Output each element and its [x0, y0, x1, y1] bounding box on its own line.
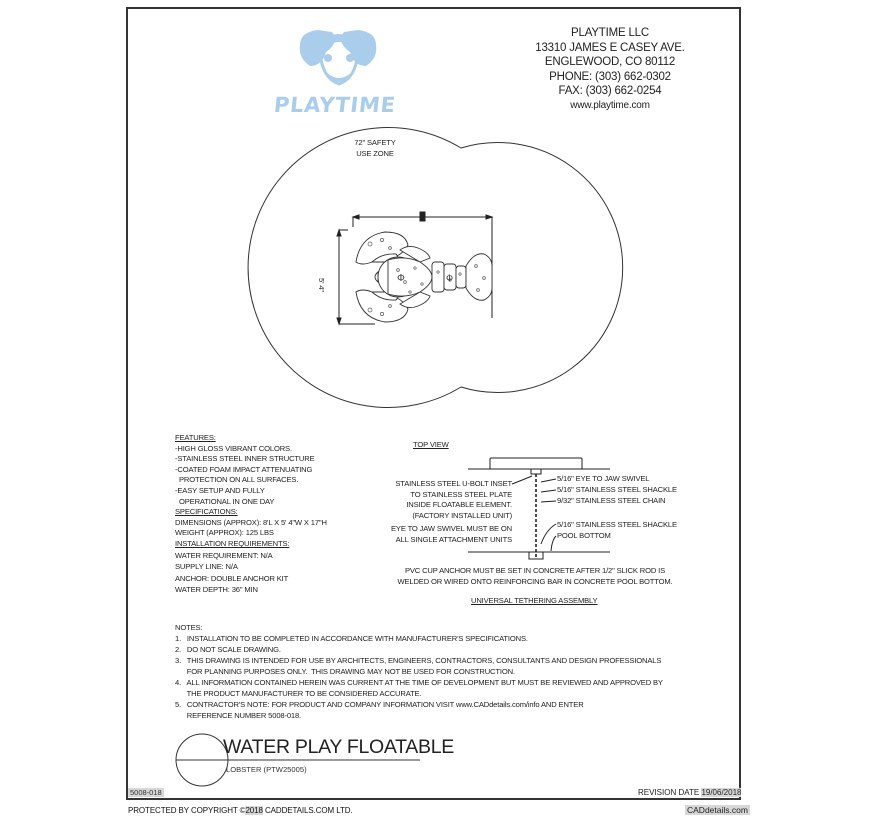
caddetails-watermark-link[interactable]: CADdetails.com	[687, 805, 748, 815]
features-heading: FEATURES:	[175, 433, 216, 442]
tethering-caption: UNIVERSAL TETHERING ASSEMBLY	[471, 596, 598, 605]
tethering-note-line-1: PVC CUP ANCHOR MUST BE SET IN CONCRETE AFTER 1/2" SLICK ROD IS	[404, 566, 666, 575]
copyright-notice	[128, 806, 353, 815]
copyright-prefix: PROTECTED BY COPYRIGHT ©	[128, 806, 246, 815]
tether-label: EYE TO JAW SWIVEL MUST BE ON	[391, 524, 512, 534]
safety-zone-label	[340, 138, 410, 159]
tethering-note	[380, 566, 690, 587]
feature-item: OPERATIONAL IN ONE DAY	[179, 496, 275, 506]
copyright-suffix: CADDETAILS.COM LTD.	[262, 806, 353, 815]
drawing-title: WATER PLAY FLOATABLE	[223, 736, 454, 758]
tether-right-label-chain: 9/32" STAINLESS STEEL CHAIN	[557, 496, 666, 505]
note-line: FOR PLANNING PURPOSES ONLY. THIS DRAWING MAY NOT BE USED FOR CONSTRUCTION.	[175, 667, 515, 676]
company-info	[520, 26, 700, 114]
note-line: 2. DO NOT SCALE DRAWING.	[175, 645, 281, 654]
safety-zone-label-line-2: USE ZONE	[356, 148, 394, 158]
tether-label: TO STAINLESS STEEL PLATE	[410, 489, 512, 499]
tether-label: ALL SINGLE ATTACHMENT UNITS	[395, 534, 512, 544]
revision-date-block	[638, 788, 741, 797]
specifications-heading: SPECIFICATIONS:	[175, 507, 238, 517]
height-dimension-label: 5' 4"	[317, 278, 326, 292]
revision-date-label: REVISION DATE	[638, 788, 700, 797]
feature-item: -COATED FOAM IMPACT ATTENUATING	[175, 464, 313, 474]
product-info-block	[175, 433, 327, 596]
tether-label: STAINLESS STEEL U-BOLT INSET	[395, 479, 512, 488]
feature-item: PROTECTION ON ALL SURFACES.	[179, 475, 299, 485]
notes-block	[175, 622, 663, 721]
tether-label: INSIDE FLOATABLE ELEMENT.	[406, 500, 512, 510]
install-water-requirement: WATER REQUIREMENT: N/A	[175, 550, 273, 560]
playtime-logo-icon	[273, 30, 396, 117]
svg-text:PLAYTIME: PLAYTIME	[272, 92, 396, 117]
drawing-subtitle: LOBSTER (PTW25005)	[226, 765, 307, 774]
spec-weight: WEIGHT (APPROX): 125 LBS	[175, 528, 274, 538]
tether-right-label-shackle-bottom: 5/16" STAINLESS STEEL SHACKLE	[557, 520, 677, 529]
copyright-year: 2018	[245, 806, 263, 815]
note-line: 1. INSTALLATION TO BE COMPLETED IN ACCORDANCE WITH MANUFACTURER'S SPECIFICATIONS.	[175, 634, 528, 643]
safety-zone-label-line-1: 72" SAFETY	[354, 138, 396, 147]
tether-right-label-eye-swivel: 5/16" EYE TO JAW SWIVEL	[557, 474, 650, 483]
company-name: PLAYTIME LLC	[571, 27, 649, 39]
svg-text:Φ: Φ	[397, 273, 405, 284]
note-line: THE PRODUCT MANUFACTURER TO BE CONSIDERED ACCURATE.	[175, 689, 422, 698]
note-line: 5. CONTRACTOR'S NOTE: FOR PRODUCT AND COMPANY INFORMATION VISIT www.CADdetails.com/info AND ENTER	[175, 700, 584, 709]
feature-item: -EASY SETUP AND FULLY	[175, 485, 265, 495]
note-line: REFERENCE NUMBER 5008-018.	[175, 711, 302, 720]
company-phone: PHONE: (303) 662-0302	[549, 70, 671, 83]
feature-item: -HIGH GLOSS VIBRANT COLORS.	[175, 443, 292, 453]
tether-right-label-pool-bottom: POOL BOTTOM	[557, 531, 611, 540]
note-line: 3. THIS DRAWING IS INTENDED FOR USE BY ARCHITECTS, ENGINEERS, CONTRACTORS, CONSULTANTS AND DESIGN PROFESSIONALS	[175, 656, 662, 665]
notes-heading: NOTES:	[175, 623, 203, 632]
company-website-link[interactable]: www.playtime.com	[570, 99, 650, 111]
install-anchor: ANCHOR: DOUBLE ANCHOR KIT	[175, 573, 289, 583]
svg-text:Φ: Φ	[446, 274, 454, 284]
revision-date-value: 19/06/2018	[701, 788, 742, 797]
install-supply-line: SUPPLY LINE: N/A	[175, 562, 238, 572]
tethering-left-labels	[372, 479, 512, 546]
company-city: ENGLEWOOD, CO 80112	[544, 56, 676, 69]
top-view-caption: TOP VIEW	[413, 440, 449, 449]
reference-number: 5008-018	[130, 788, 162, 797]
tether-right-label-shackle-top: 5/16" STAINLESS STEEL SHACKLE	[557, 485, 677, 494]
note-line: 4. ALL INFORMATION CONTAINED HEREIN WAS CURRENT AT THE TIME OF DEVELOPMENT BUT MUST BE REVIEWED AND APPROVED BY	[175, 678, 663, 687]
spec-dimensions: DIMENSIONS (APPROX): 8'L X 5' 4"W X 17"H	[175, 517, 327, 527]
feature-item: -STAINLESS STEEL INNER STRUCTURE	[175, 454, 315, 464]
tethering-note-line-2: WELDED OR WIRED ONTO REINFORCING BAR IN CONCRETE POOL BOTTOM.	[397, 576, 673, 586]
installation-heading: INSTALLATION REQUIREMENTS:	[175, 538, 290, 548]
install-water-depth: WATER DEPTH: 36" MIN	[175, 585, 258, 595]
company-address: 13310 JAMES E CASEY AVE.	[535, 41, 685, 54]
tether-label: (FACTORY INSTALLED UNIT)	[412, 510, 512, 520]
company-fax: FAX: (303) 662-0254	[558, 85, 662, 98]
